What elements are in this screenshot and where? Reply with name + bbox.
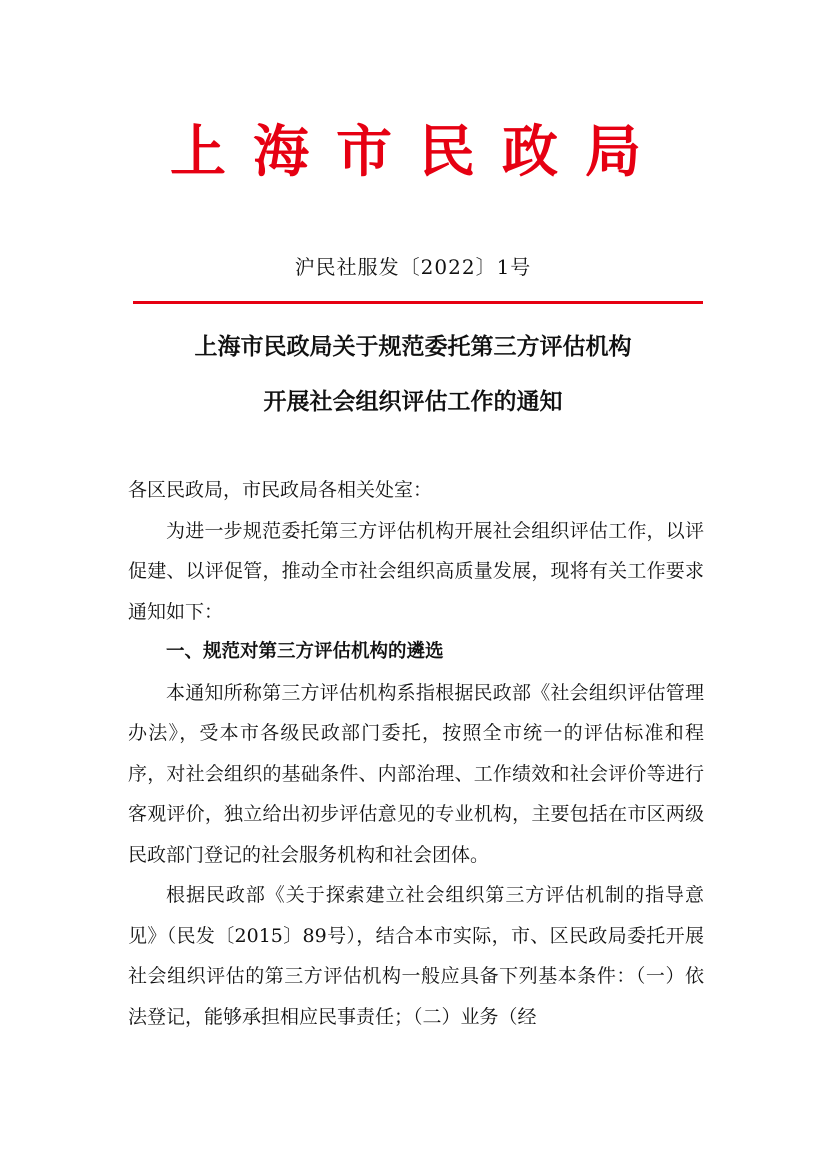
section-heading: 一、规范对第三方评估机构的遴选 (166, 641, 444, 662)
document-title-line-2: 开展社会组织评估工作的通知 (263, 389, 563, 415)
body-paragraph-1: 本通知所称第三方评估机构系指根据民政部《社会组织评估管理办法》，受本市各级民政部门委托，按照全市统一的评估标准和程序，对社会组织的基础条件、内部治理、工作绩效和社会评价等进行客观评价，独立给出初步评估意见的专业机构，主要包括在市区两级民政部门登记的社会服务机构和社会团体。 (128, 681, 704, 866)
body-paragraph-2: 根据民政部《关于探索建立社会组织第三方评估机制的指导意见》（民发〔2015〕89号），结合本市实际，市、区民政局委托开展社会组织评估的第三方评估机构一般应具备下列基本条件：（一）依法登记，能够承担相应民事责任；（二）业务（经 (128, 884, 704, 1028)
red-divider-line (133, 301, 703, 304)
salutation: 各区民政局，市民政局各相关处室： (128, 479, 433, 501)
document-number: 沪民社服发〔2022〕1号 (294, 255, 532, 279)
org-title: 上海市民政局 (170, 119, 668, 185)
document-title-line-1: 上海市民政局关于规范委托第三方评估机构 (194, 334, 632, 360)
document-body (128, 470, 704, 1037)
intro-paragraph: 为进一步规范委托第三方评估机构开展社会组织评估工作，以评促建、以评促管，推动全市社会组织高质量发展，现将有关工作要求通知如下： (128, 519, 704, 623)
